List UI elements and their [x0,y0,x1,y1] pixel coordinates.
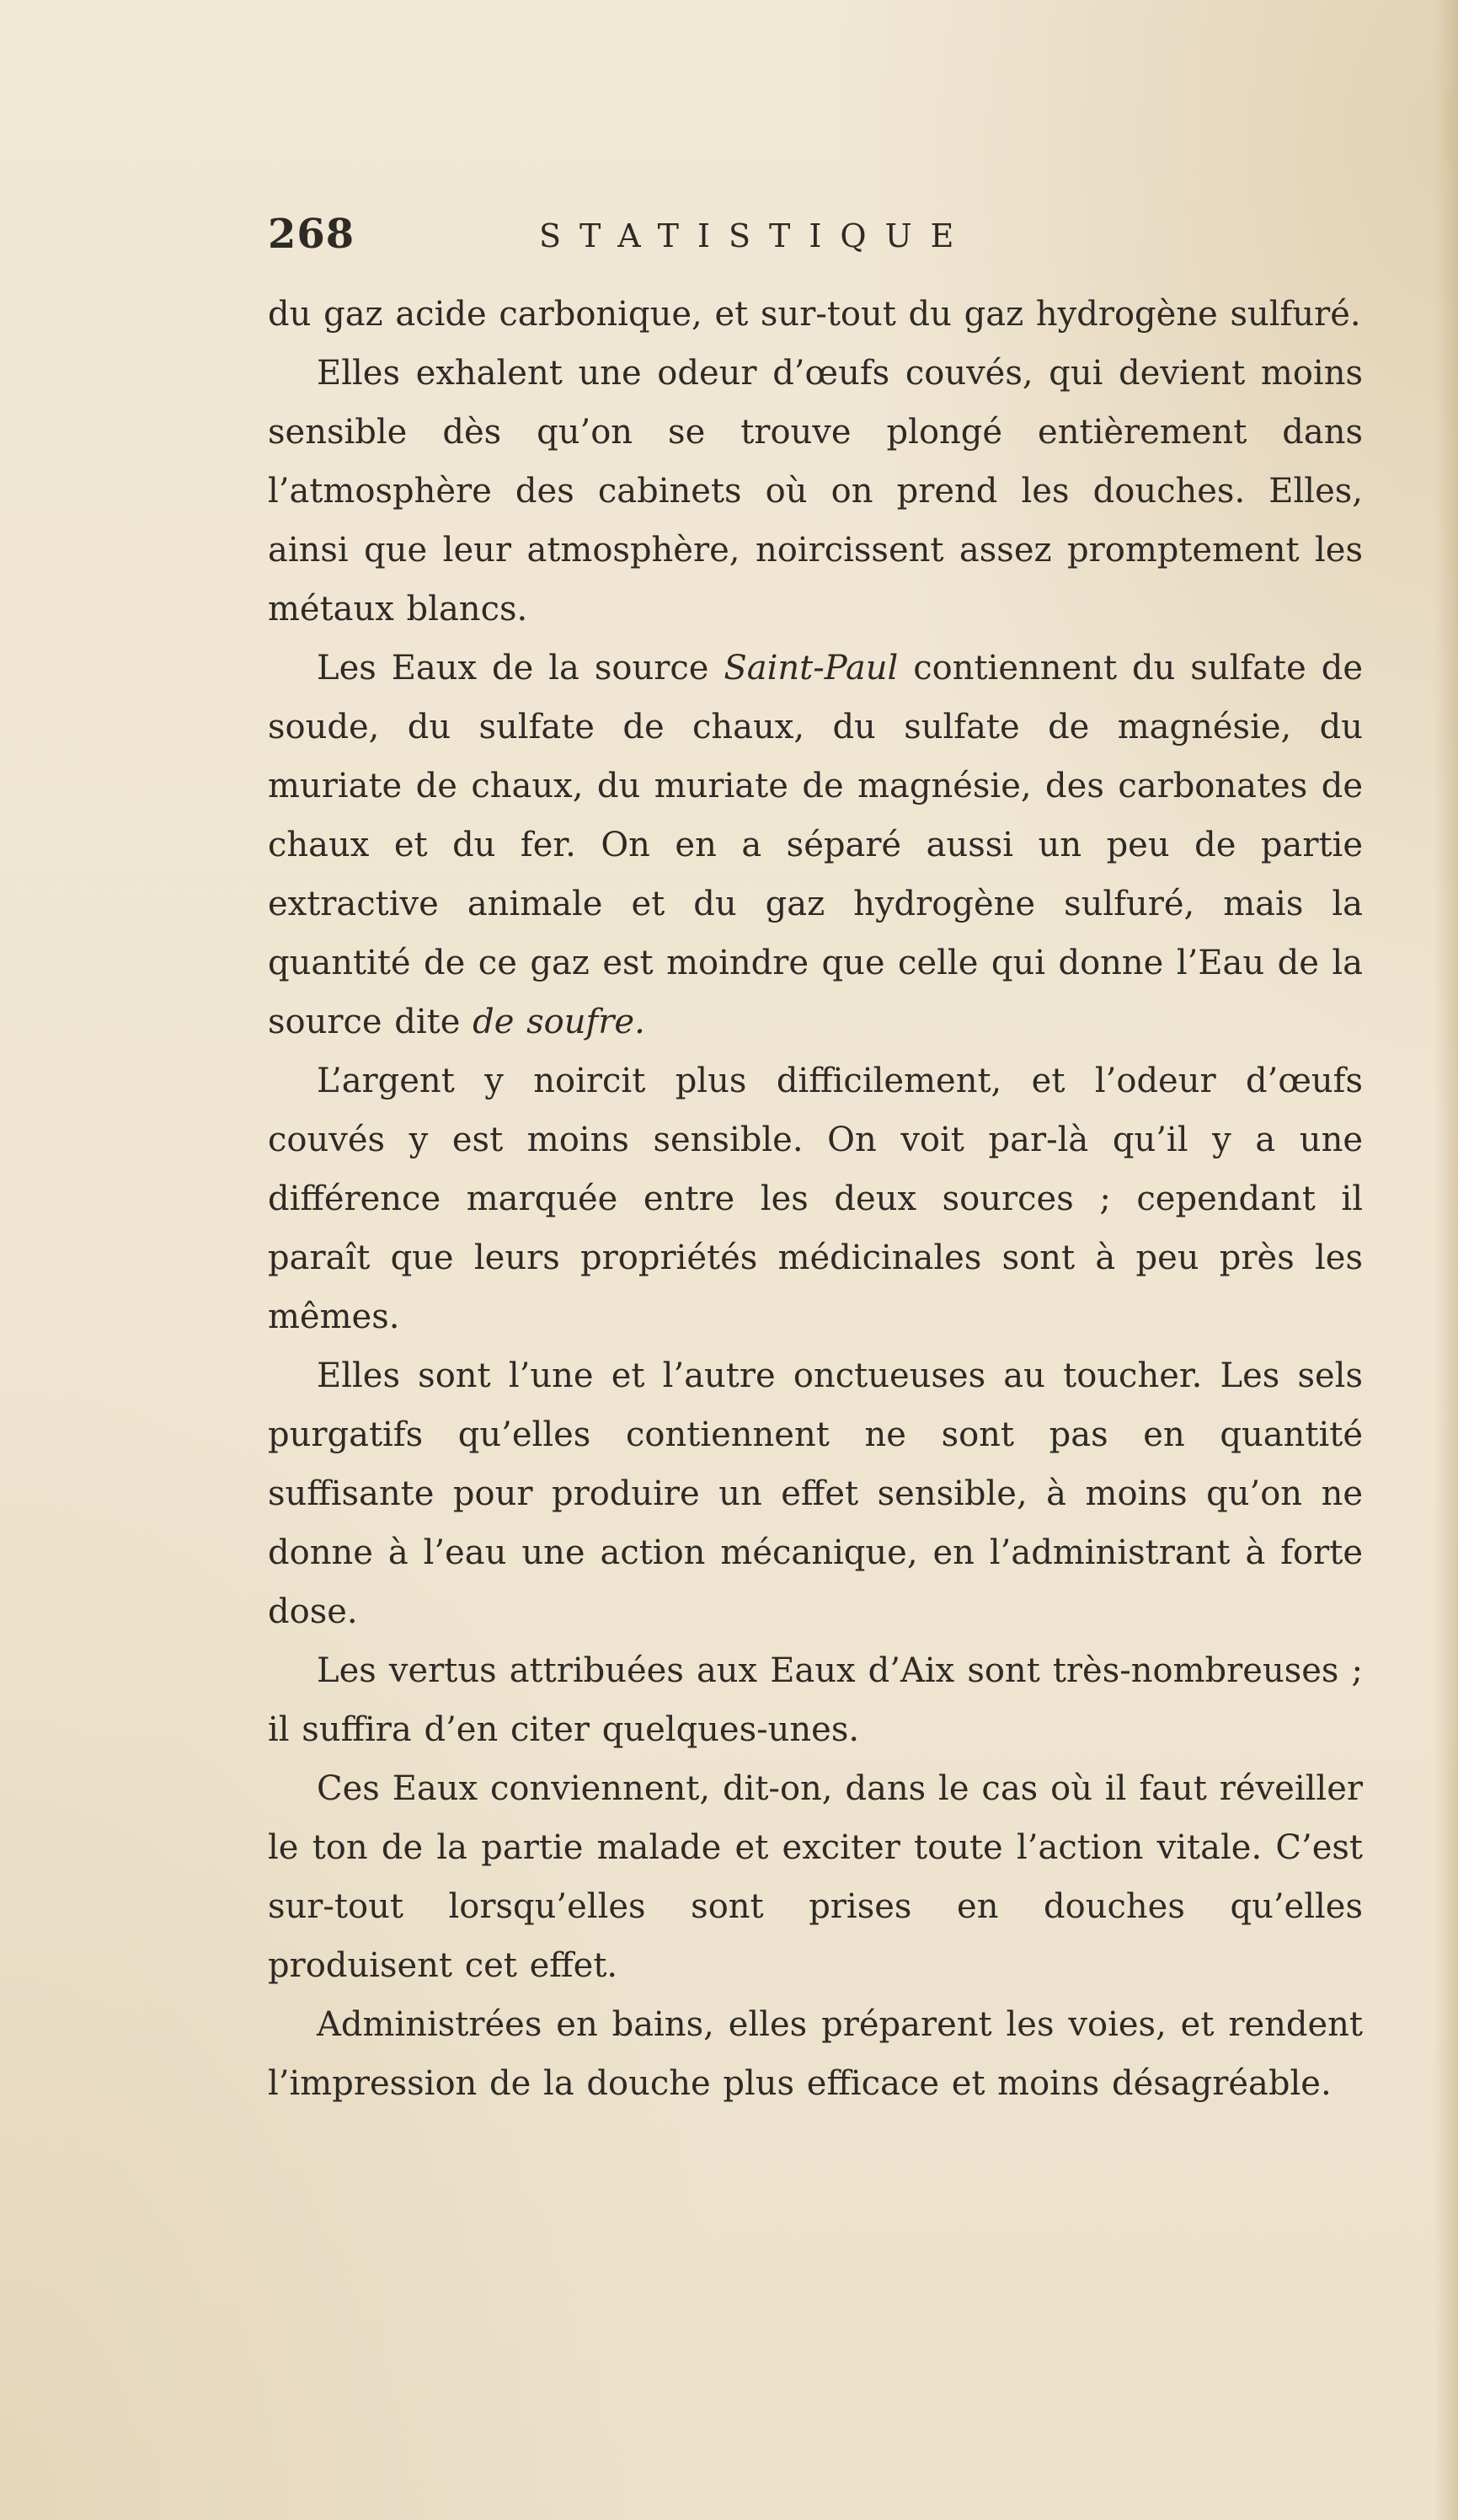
paragraph [268,344,1363,639]
text-segment: Elles exhalent une odeur d’œufs couvés, qui devient moins sensible dès qu’on se trouve plongé entièrement dans l’atmosphère des cabinets où on prend les douches. Elles, ainsi que leur atmosphère, noircissent assez promptement les métaux blancs. [268,354,1363,629]
text-segment: contiennent du sulfate de soude, du sulfate de chaux, du sulfate de magnésie, du muriate de chaux, du muriate de magnésie, des carbonates de chaux et du fer. On en a séparé aussi un peu de partie extractive animale et du gaz hydrogène sulfuré, mais la quantité de ce gaz est moindre que celle qui donne l’Eau de la source dite [268,649,1363,1041]
page-edge-shadow [1434,0,1458,2520]
text-segment: du gaz acide carbonique, et sur-tout du gaz hydrogène sulfuré. [268,295,1361,334]
paragraph [268,1346,1363,1641]
page-header [268,211,1119,278]
running-head: STATISTIQUE [539,217,973,254]
paragraph [268,639,1363,1051]
paragraph [268,1759,1363,1995]
text-segment: Administrées en bains, elles préparent les voies, et rendent l’impression de la douche plus efficace et moins désagréable. [268,2005,1363,2103]
paragraph [268,1995,1363,2113]
text-segment: L’argent y noircit plus difficilement, et l’odeur d’œufs couvés y est moins sensible. On voit par-là qu’il y a une différence marquée entre les deux sources ; cependant il paraît que leurs propriétés médicinales sont à peu près les mêmes. [268,1062,1363,1336]
text-segment: Les vertus attribuées aux Eaux d’Aix sont très-nombreuses ; il suffira d’en citer quelques-unes. [268,1651,1363,1749]
paragraph [268,285,1363,344]
italic-text: Saint-Paul [724,649,899,688]
text-segment: Les Eaux de la source [317,649,724,688]
text-segment: Ces Eaux conviennent, dit-on, dans le cas où il faut réveiller le ton de la partie malade et exciter toute l’action vitale. C’est sur-tout lorsqu’elles sont prises en douches qu’elles produisent cet effet. [268,1769,1363,1985]
paragraph [268,1051,1363,1346]
paragraph [268,1641,1363,1759]
italic-text: de soufre. [473,1003,645,1041]
page-number: 268 [268,211,355,258]
page-body-text [268,285,1363,2113]
text-segment: Elles sont l’une et l’autre onctueuses au toucher. Les sels purgatifs qu’elles contiennent ne sont pas en quantité suffisante pour produire un effet sensible, à moins qu’on ne donne à l’eau une action mécanique, en l’administrant à forte dose. [268,1356,1363,1631]
